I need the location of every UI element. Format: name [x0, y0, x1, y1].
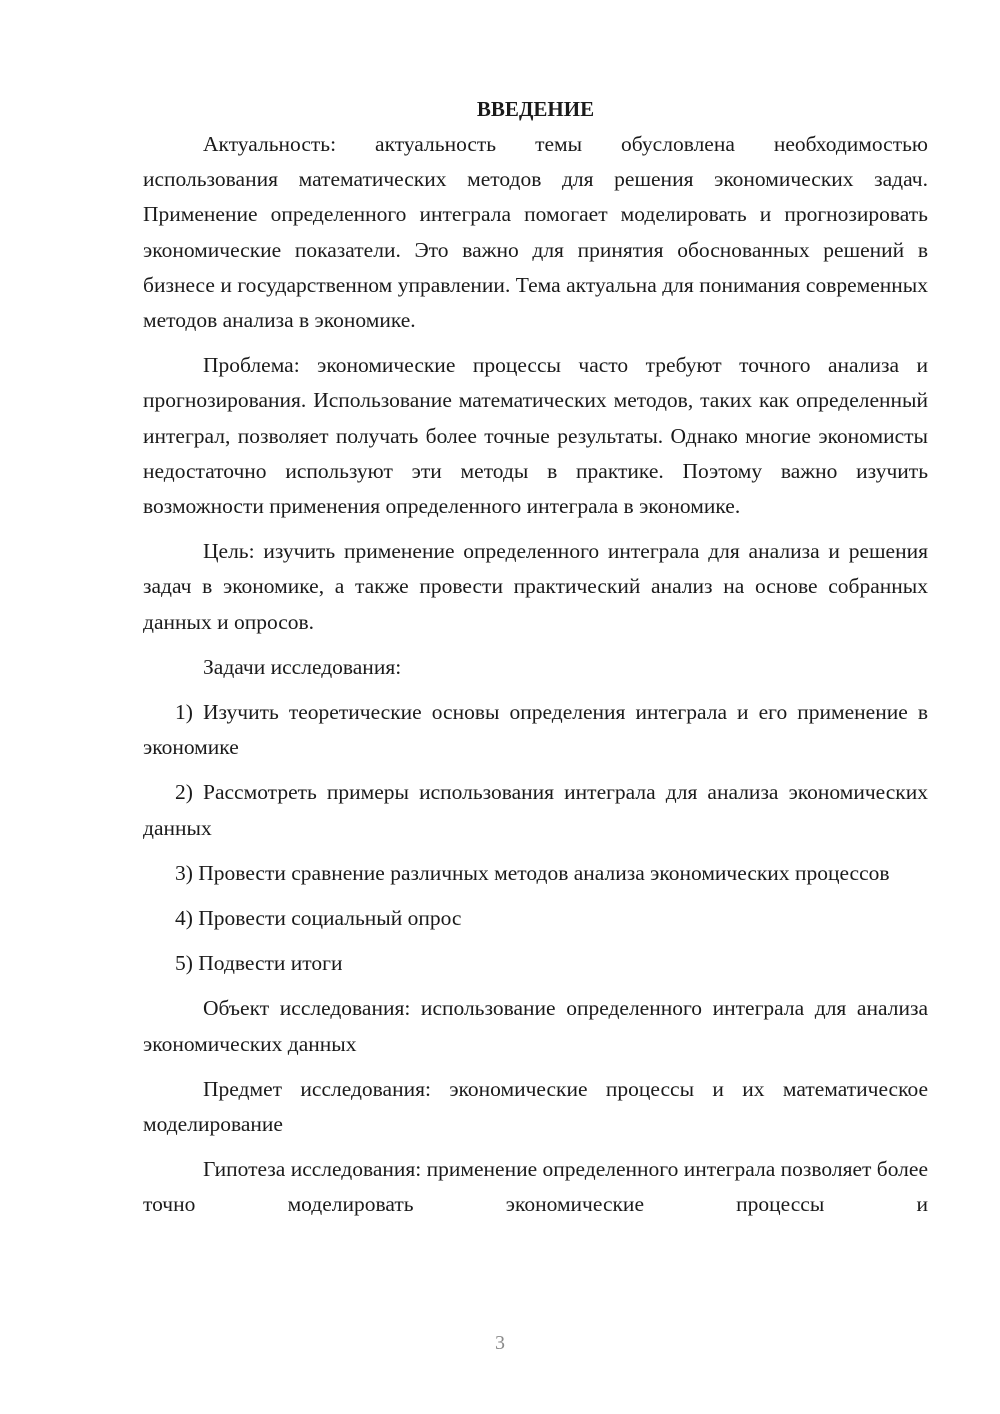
task-item-1: 1) Изучить теоретические основы определения интеграла и его применение в экономике	[143, 700, 928, 760]
relevance-paragraph: Актуальность: актуальность темы обусловлена необходимостью использования математических методов для решения экономических задач. Применение определенного интеграла помогает моделировать и прогнозировать экономические показатели. Это важно для принятия обоснованных решений в бизнесе и государственном управлении. Тема актуальна для понимания современных методов анализа в экономике.	[143, 132, 928, 333]
task-item-2: 2) Рассмотреть примеры использования интеграла для анализа экономических данных	[143, 780, 928, 840]
task-item-5: 5) Подвести итоги	[175, 951, 343, 976]
section-title: ВВЕДЕНИЕ	[476, 97, 595, 121]
goal-paragraph: Цель: изучить применение определенного интеграла для анализа и решения задач в экономике, а также провести практический анализ на основе собранных данных и опросов.	[143, 539, 928, 634]
tasks-heading: Задачи исследования:	[203, 654, 402, 679]
task-item-4: 4) Провести социальный опрос	[175, 906, 462, 931]
problem-paragraph: Проблема: экономические процессы часто требуют точного анализа и прогнозирования. Использование математических методов, таких как определенный интеграл, позволяет получать более точные результаты. Однако многие экономисты недостаточно используют эти методы в практике. Поэтому важно изучить возможности применения определенного интеграла в экономике.	[143, 353, 928, 519]
hypothesis-paragraph: Гипотеза исследования: применение определенного интеграла позволяет более точно моделировать экономические процессы и	[143, 1157, 928, 1217]
document-page	[143, 92, 928, 1233]
object-paragraph: Объект исследования: использование определенного интеграла для анализа экономических данных	[143, 996, 928, 1056]
task-item-3: 3) Провести сравнение различных методов анализа экономических процессов	[175, 860, 890, 885]
subject-paragraph: Предмет исследования: экономические процессы и их математическое моделирование	[143, 1076, 928, 1137]
page-number: 3	[495, 1332, 505, 1354]
